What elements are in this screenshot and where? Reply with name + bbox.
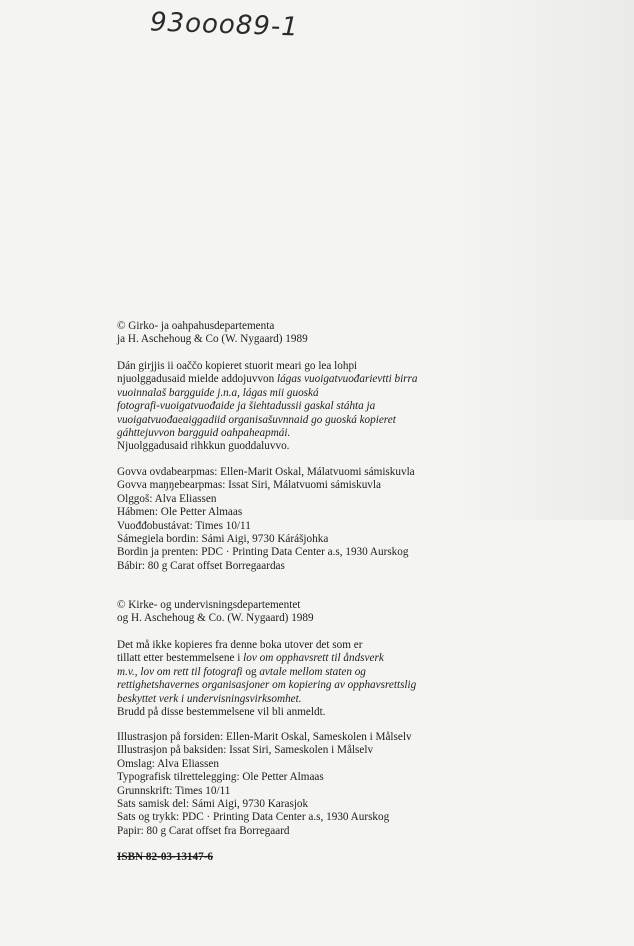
sami-credit-item: Olggoš: Alva Eliassen (117, 492, 217, 505)
sami-credit-item: Vuođđobustávat: Times 10/11 (117, 519, 251, 532)
sami-notice-text: lágas vuoigatvuođarievtti birra (277, 373, 418, 386)
norwegian-credit-item: Sats og trykk: PDC · Printing Data Center a.s, 1930 Aurskog (117, 811, 390, 824)
norwegian-notice-text: avtale mellom staten og (259, 665, 366, 678)
norwegian-copyright (117, 599, 517, 626)
norwegian-credits (117, 731, 517, 838)
sami-credit-item: Sámegiela bordin: Sámi Aigi, 9730 Kárášjohka (117, 533, 329, 546)
norwegian-credit-item: Typografisk tilrettelegging: Ole Petter Almaas (117, 771, 324, 784)
norwegian-credit-item: Grunnskrift: Times 10/11 (117, 784, 231, 797)
sami-notice-line (117, 440, 517, 453)
norwegian-credit-item: Papir: 80 g Carat offset fra Borregaard (117, 824, 290, 837)
norwegian-notice-text: lov om opphavsrett til åndsverk (243, 652, 384, 665)
norwegian-notice-text: Brudd på disse bestemmelsene vil bli anmeldt. (117, 706, 326, 719)
isbn-number: ISBN 82-03-13147-6 (117, 851, 214, 863)
sami-notice-line (117, 360, 517, 373)
norwegian-notice-line (117, 706, 517, 719)
sami-credit-item: Govva maŋŋebearpmas: Issat Siri, Málatvuomi sámiskuvla (117, 479, 381, 492)
sami-notice-line (117, 400, 517, 413)
isbn-block (117, 851, 517, 864)
norwegian-credit-item: Illustrasjon på forsiden: Ellen-Marit Oskal, Sameskolen i Målselv (117, 731, 412, 743)
norwegian-credit-item: Illustrasjon på baksiden: Issat Siri, Sameskolen i Målselv (117, 744, 374, 757)
sami-copying-notice (117, 360, 517, 454)
handwritten-catalog-number: 93ooo89-1 (149, 7, 300, 43)
sami-notice-line (117, 387, 517, 400)
norwegian-notice-text: beskyttet verk i undervisningsvirksomhet. (117, 692, 302, 705)
sami-notice-text: Dán girjjis ii oaččo kopieret stuorit meari go lea lohpi (117, 360, 358, 372)
sami-credit-item: Govva ovdabearpmas: Ellen-Marit Oskal, Málatvuomi sámiskuvla (117, 466, 415, 478)
sami-copyright-line-2: ja H. Aschehoug & Co (W. Nygaard) 1989 (117, 333, 308, 346)
sami-notice-line (117, 414, 517, 427)
norwegian-notice-line (117, 693, 517, 706)
sami-notice-text: fotografi-vuoigatvuođaide ja šiehtadussii gaskal stáhta ja (117, 400, 376, 413)
sami-credits (117, 466, 517, 573)
sami-notice-text: Njuolggadusaid rihkkun guoddaluvvo. (117, 440, 290, 453)
norwegian-notice-line (117, 639, 517, 652)
sami-copyright (117, 320, 517, 347)
sami-credit-item: Bábir: 80 g Carat offset Borregaardas (117, 559, 285, 572)
sami-credit-item: Hábmen: Ole Petter Almaas (117, 506, 243, 519)
norwegian-copying-notice (117, 639, 517, 719)
sami-notice-text: gáhttejuvvon bargguid oahpaheapmái. (117, 427, 291, 440)
sami-notice-text: vuoinnalaš bargguide j.n.a, lágas mii guoská (117, 386, 319, 399)
norwegian-notice-text: rettighetshavernes organisasjoner om kopiering av opphavsrettslig (117, 679, 417, 692)
norwegian-notice-text: m.v., lov om rett til fotografi (117, 665, 243, 678)
norwegian-credit-item: Sats samisk del: Sámi Aigi, 9730 Karasjok (117, 798, 309, 811)
norwegian-notice-line (117, 652, 517, 665)
norwegian-notice-line (117, 679, 517, 692)
norwegian-credit-item: Omslag: Alva Eliassen (117, 757, 219, 770)
sami-credit-item: Bordin ja prenten: PDC · Printing Data Center a.s, 1930 Aurskog (117, 546, 409, 559)
sami-notice-text: njuolggadusaid mielde addojuvvon (117, 373, 275, 386)
norwegian-notice-text: tillatt etter bestemmelsene i (117, 652, 241, 665)
norwegian-copyright-line-1: © Kirke- og undervisningsdepartementet (117, 599, 301, 611)
sami-notice-line (117, 373, 517, 386)
sami-notice-line (117, 427, 517, 440)
sami-copyright-line-1: © Girko- ja oahpahusdepartementa (117, 320, 275, 332)
sami-notice-text: vuoigatvuođaeaiggadiid organisašuvnnaid go guoská kopieret (117, 413, 396, 426)
norwegian-notice-line (117, 666, 517, 679)
norwegian-notice-text: og (245, 665, 257, 678)
norwegian-notice-text: Det må ikke kopieres fra denne boka utover det som er (117, 639, 363, 651)
norwegian-copyright-line-2: og H. Aschehoug & Co. (W. Nygaard) 1989 (117, 612, 314, 625)
